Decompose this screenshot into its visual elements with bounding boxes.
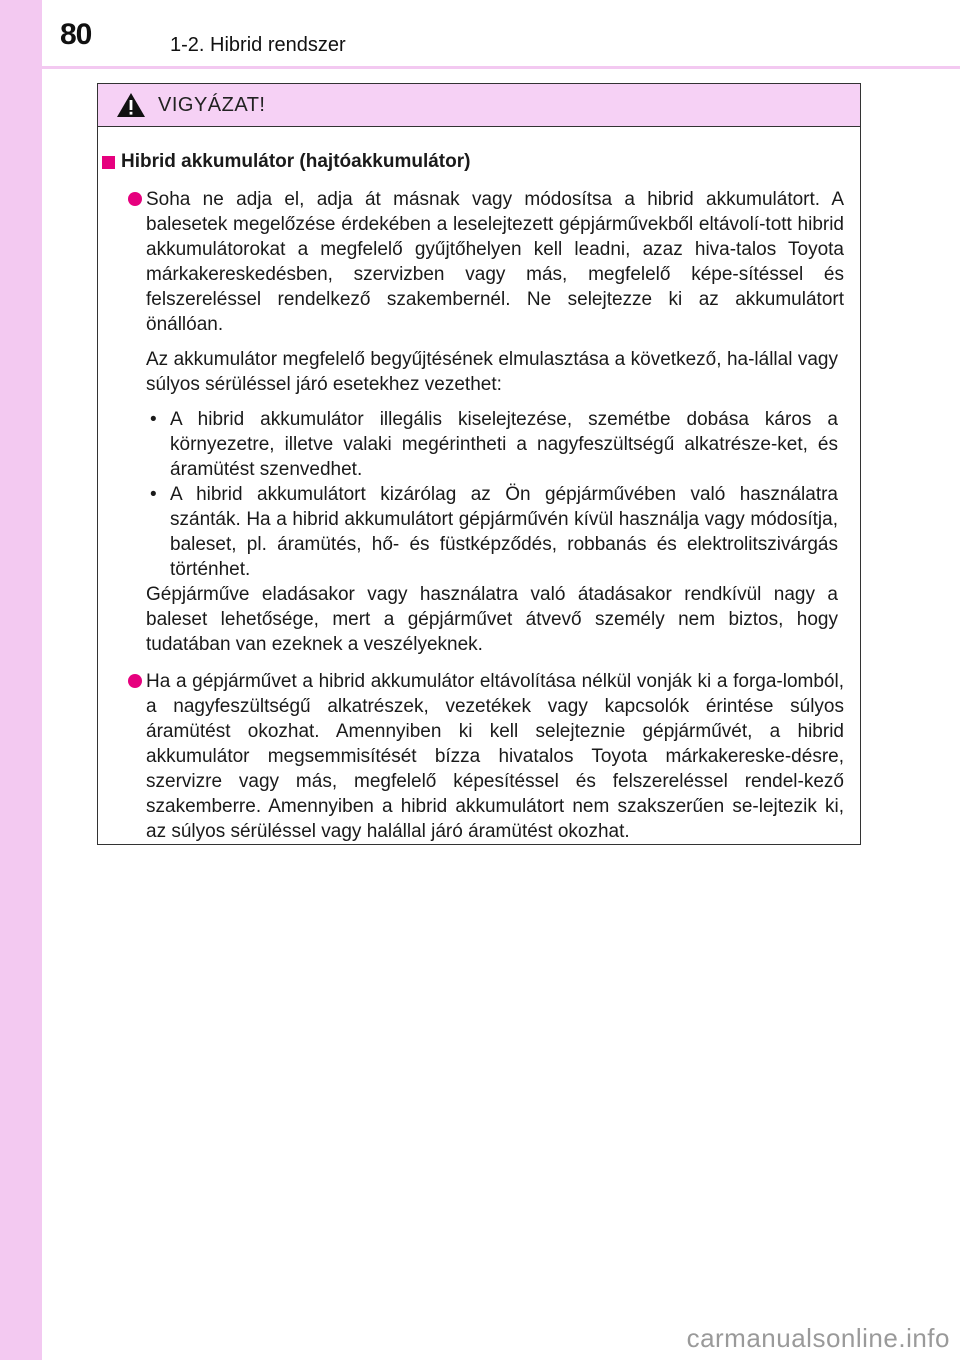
list-item xyxy=(102,187,852,337)
sub-bullet-item xyxy=(102,407,852,482)
sub-bullet-text: A hibrid akkumulátor illegális kiselejtezése, szemétbe dobása káros a környezetre, illetve valaki megérintheti a nagyfeszültségű alkatrésze-ket, és áramütést szenvedhet. xyxy=(170,409,838,480)
caution-box xyxy=(97,83,861,845)
sub-bullet-marker: • xyxy=(150,484,157,505)
watermark: carmanualsonline.info xyxy=(686,1323,950,1353)
paragraph: Az akkumulátor megfelelő begyűjtésének elmulasztása a következő, ha-lállal vagy súlyos sérüléssel járó esetekhez vezethet: xyxy=(146,349,838,395)
caution-body xyxy=(98,127,860,844)
sub-bullet-item xyxy=(102,482,852,582)
list-item-text: Ha a gépjárművet a hibrid akkumulátor eltávolítása nélkül vonják ki a forga-lomból, a nagyfeszültségű alkatrészek, vezetékek vagy kapcsolók érintése súlyos áramütést okozhat. Amennyiben ki kell selejteznie gépjárművét, a hibrid akkumulátor megsemmisítését bízza hivatalos Toyota márkakereske-désre, szervizre vagy más, megfelelő képesítéssel és felszereléssel rendel-kező szakemberre. Amennyiben a hibrid akkumulátort nem szakszerűen se-lejtezik ki, az súlyos sérüléssel vagy halállal járó áramütést okozhat. xyxy=(146,671,844,842)
section-heading-text: Hibrid akkumulátor (hajtóakkumulátor) xyxy=(121,151,471,172)
caution-title: VIGYÁZAT! xyxy=(158,93,266,116)
header-divider xyxy=(42,66,960,69)
sub-bullet-list xyxy=(102,407,852,582)
paragraph: Gépjárműve eladásakor vagy használatra való átadásakor rendkívül nagy a baleset lehetősége, mert a gépjárművet átvevő személy nem biztos, hogy tudatában van ezeknek a veszélyeknek. xyxy=(146,584,838,655)
sub-bullet-marker: • xyxy=(150,409,157,430)
round-bullet-icon xyxy=(128,674,142,688)
section-heading xyxy=(102,149,852,175)
round-bullet-icon xyxy=(128,192,142,206)
caution-header xyxy=(98,84,860,127)
list-item-text: Soha ne adja el, adja át másnak vagy módosítsa a hibrid akkumulátort. A balesetek megelőzése érdekében a leselejtezett gépjárművekből eltávolí-tott hibrid akkumulátorokat a megfelelő gyűjtőhelyen kell leadni, azaz hiva-talos Toyota márkakereskedésben, szervizben vagy más, megfelelő képe-sítéssel és felszereléssel rendelkező szakembernél. Ne selejtezze ki az akkumulátort önállóan. xyxy=(146,189,844,335)
side-color-strip xyxy=(0,0,42,1360)
warning-triangle-icon xyxy=(116,92,146,118)
page-number: 80 xyxy=(60,18,92,51)
sub-bullet-text: A hibrid akkumulátort kizárólag az Ön gépjárművében való használatra szánták. Ha a hibrid akkumulátort gépjárművén kívül használja vagy módosítja, baleset, pl. áramütés, hő- és füstképződés, robbanás és elektrolitszivárgás történhet. xyxy=(170,484,838,580)
list-item xyxy=(102,669,852,844)
section-title: 1-2. Hibrid rendszer xyxy=(170,34,346,56)
square-bullet-icon xyxy=(102,156,115,169)
